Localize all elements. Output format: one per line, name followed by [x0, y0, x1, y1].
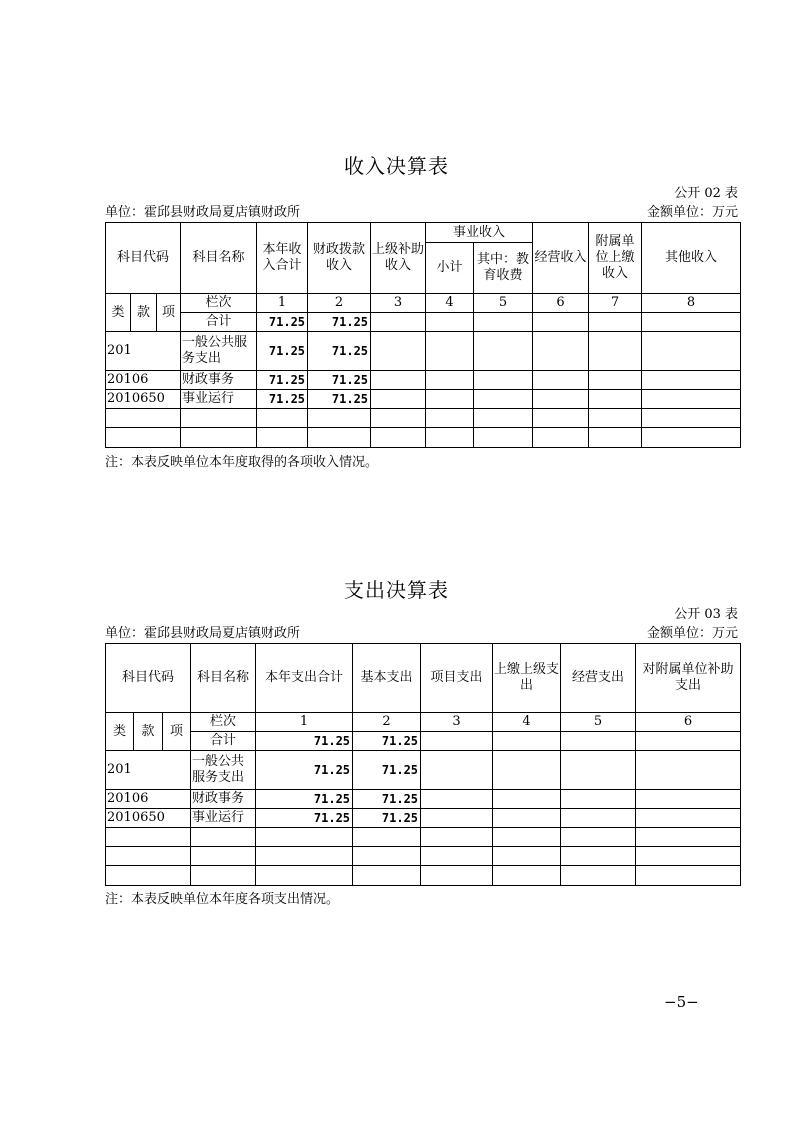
row-basic: 71.25	[353, 732, 421, 751]
table-row	[106, 732, 741, 751]
row-fiscal: 71.25	[308, 332, 371, 371]
header-upper: 上缴上级支出	[493, 644, 561, 713]
row-total: 71.25	[257, 390, 308, 409]
col-number: 3	[421, 713, 493, 732]
table-row	[106, 313, 741, 332]
header-basic: 基本支出	[353, 644, 421, 713]
header-subsidy: 上级补助收入	[371, 223, 426, 294]
header-lanci: 栏次	[191, 713, 256, 732]
expense-form-number: 公开 03 表	[674, 607, 738, 622]
col-number: 4	[426, 294, 474, 313]
header-affiliated: 附属单位上缴收入	[589, 223, 642, 294]
table-row-empty	[106, 847, 741, 866]
header-edu: 其中：教育收费	[474, 243, 533, 294]
header-operating: 经营支出	[561, 644, 636, 713]
row-basic: 71.25	[353, 809, 421, 828]
col-number: 6	[636, 713, 741, 732]
row-total: 71.25	[256, 751, 353, 790]
row-name: 合计	[181, 313, 257, 332]
header-code: 科目代码	[106, 223, 181, 294]
header-total: 本年支出合计	[256, 644, 353, 713]
col-number: 2	[353, 713, 421, 732]
row-code: 2010650	[106, 390, 181, 409]
table-row	[106, 371, 741, 390]
income-title: 收入决算表	[344, 154, 449, 178]
row-name: 事业运行	[191, 809, 256, 828]
header-kuan: 款	[134, 713, 163, 751]
table-row	[106, 809, 741, 828]
header-other: 其他收入	[642, 223, 741, 294]
header-business: 事业收入	[426, 223, 533, 243]
row-name: 一般公共服务支出	[181, 332, 257, 371]
table-row	[106, 790, 741, 809]
table-row	[106, 751, 741, 790]
col-number: 2	[308, 294, 371, 313]
header-code: 科目代码	[106, 644, 191, 713]
col-number: 7	[589, 294, 642, 313]
row-name: 事业运行	[181, 390, 257, 409]
table-row-empty	[106, 409, 741, 428]
row-total: 71.25	[257, 313, 308, 332]
header-kuan: 款	[131, 294, 157, 332]
row-total: 71.25	[256, 732, 353, 751]
page-number: −5−	[664, 993, 699, 1011]
income-form-number: 公开 02 表	[674, 186, 738, 201]
col-number: 6	[533, 294, 589, 313]
col-number: 1	[256, 713, 353, 732]
row-basic: 71.25	[353, 790, 421, 809]
row-basic: 71.25	[353, 751, 421, 790]
col-number: 1	[257, 294, 308, 313]
header-affiliated: 对附属单位补助支出	[636, 644, 741, 713]
row-total: 71.25	[257, 332, 308, 371]
row-fiscal: 71.25	[308, 313, 371, 332]
expense-table	[105, 643, 741, 886]
header-lei: 类	[106, 294, 131, 332]
header-xiang: 项	[163, 713, 191, 751]
income-amount-unit: 金额单位：万元	[646, 205, 738, 220]
row-name: 合计	[191, 732, 256, 751]
header-subtotal: 小计	[426, 243, 474, 294]
row-fiscal: 71.25	[308, 371, 371, 390]
col-number: 4	[493, 713, 561, 732]
header-fiscal: 财政拨款收入	[308, 223, 371, 294]
income-note: 注：本表反映单位本年度取得的各项收入情况。	[105, 455, 379, 470]
header-name: 科目名称	[181, 223, 257, 294]
header-lei: 类	[106, 713, 134, 751]
expense-note: 注：本表反映单位本年度各项支出情况。	[105, 892, 340, 907]
row-name: 财政事务	[181, 371, 257, 390]
table-row-empty	[106, 828, 741, 847]
col-number: 3	[371, 294, 426, 313]
row-code: 201	[106, 332, 181, 371]
header-project: 项目支出	[421, 644, 493, 713]
col-number: 5	[561, 713, 636, 732]
row-total: 71.25	[256, 809, 353, 828]
row-code: 2010650	[106, 809, 191, 828]
expense-unit: 单位：霍邱县财政局夏店镇财政所	[105, 626, 301, 641]
income-unit: 单位：霍邱县财政局夏店镇财政所	[105, 205, 301, 220]
expense-amount-unit: 金额单位：万元	[646, 626, 738, 641]
header-lanci: 栏次	[181, 294, 257, 313]
header-total: 本年收入合计	[257, 223, 308, 294]
table-row	[106, 390, 741, 409]
row-code: 20106	[106, 371, 181, 390]
col-number: 8	[642, 294, 741, 313]
table-row-empty	[106, 428, 741, 448]
header-name: 科目名称	[191, 644, 256, 713]
row-code: 20106	[106, 790, 191, 809]
row-total: 71.25	[256, 790, 353, 809]
row-code: 201	[106, 751, 191, 790]
table-row-empty	[106, 866, 741, 886]
income-table	[105, 222, 741, 448]
row-name: 一般公共服务支出	[191, 751, 256, 790]
row-fiscal: 71.25	[308, 390, 371, 409]
row-name: 财政事务	[191, 790, 256, 809]
header-operating: 经营收入	[533, 223, 589, 294]
row-total: 71.25	[257, 371, 308, 390]
table-row	[106, 332, 741, 371]
expense-title: 支出决算表	[344, 578, 449, 602]
col-number: 5	[474, 294, 533, 313]
header-xiang: 项	[157, 294, 181, 332]
